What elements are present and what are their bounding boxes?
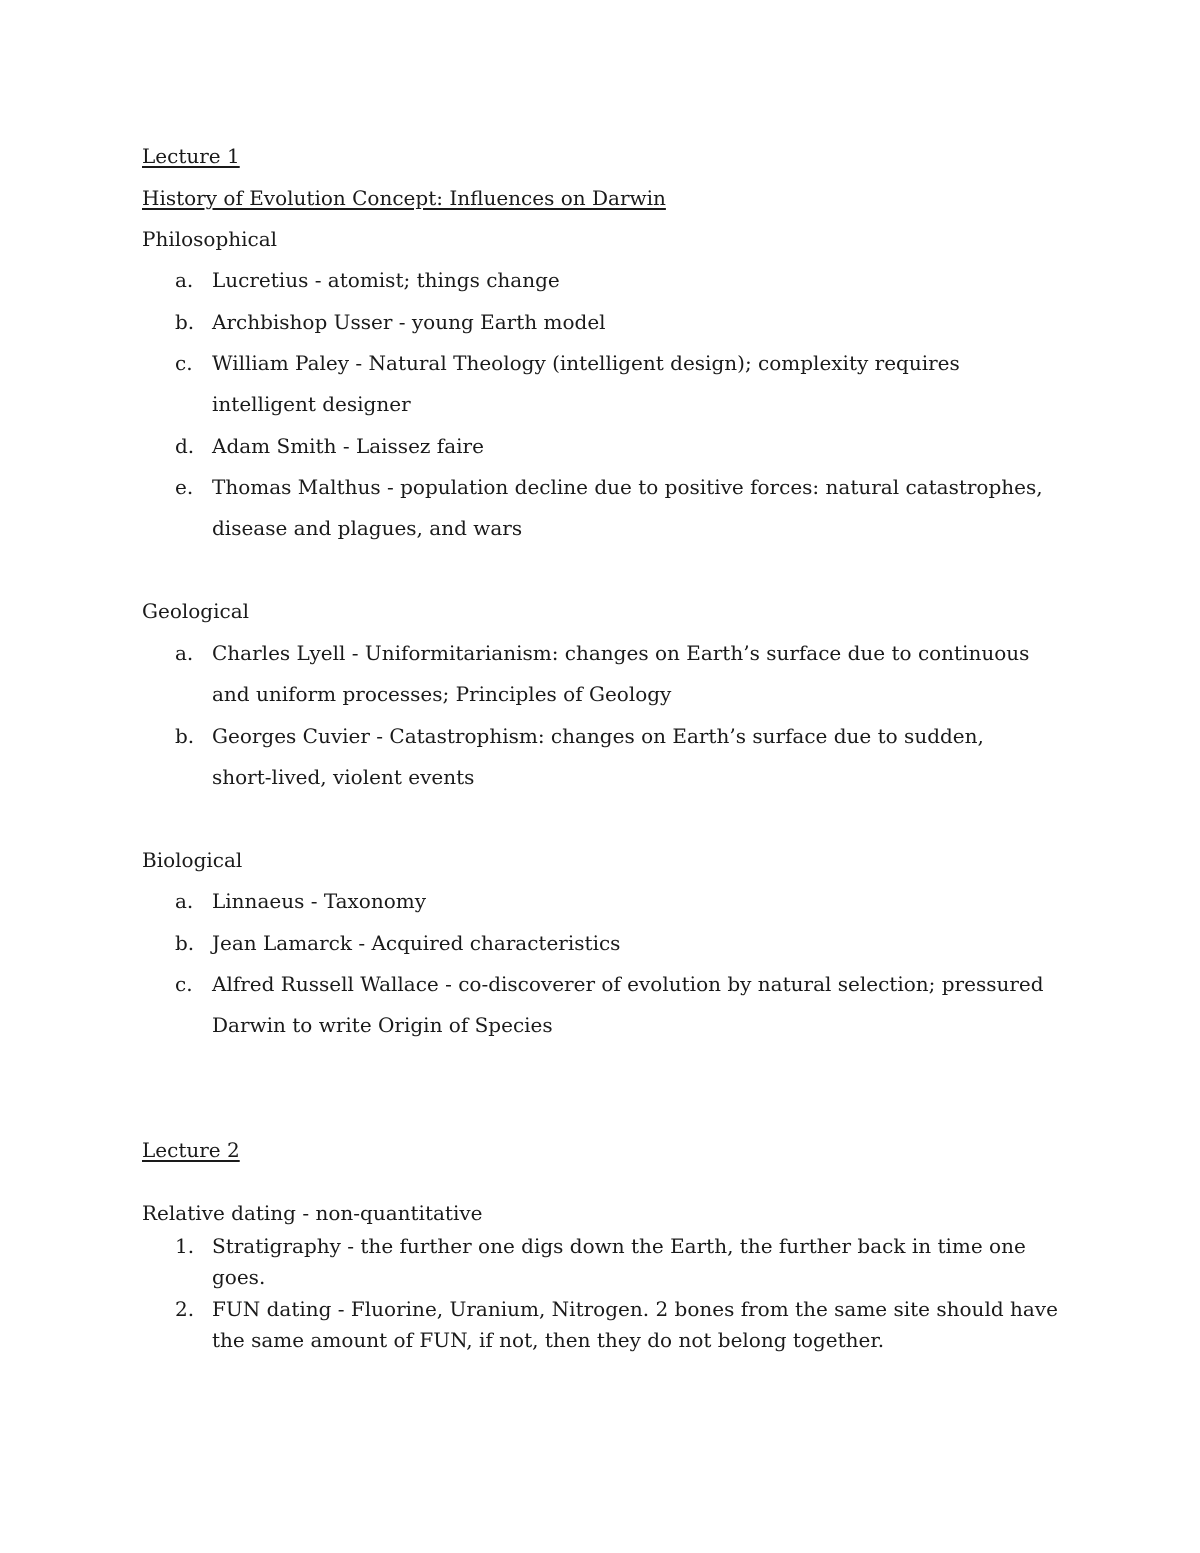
- list-item-text: and uniform processes; Principles of Geology: [212, 682, 672, 706]
- list-marker: a.: [175, 889, 194, 913]
- list-item-text: Linnaeus - Taxonomy: [212, 889, 427, 913]
- section-heading-relative-dating: Relative dating - non-quantitative: [142, 1201, 483, 1225]
- lecture-1-title: Lecture 1: [142, 144, 240, 168]
- list-marker: b.: [175, 724, 195, 748]
- list-item-text: Georges Cuvier - Catastrophism: changes on Earth’s surface due to sudden,: [212, 724, 984, 748]
- lecture-1-subtitle: History of Evolution Concept: Influences on Darwin: [142, 186, 666, 210]
- list-item-text: short-lived, violent events: [212, 765, 475, 789]
- section-heading-biological: Biological: [142, 848, 243, 872]
- list-item-text: FUN dating - Fluorine, Uranium, Nitrogen. 2 bones from the same site should have: [212, 1297, 1058, 1321]
- section-heading-geological: Geological: [142, 599, 250, 623]
- list-marker: c.: [175, 972, 193, 996]
- list-item-text: Charles Lyell - Uniformitarianism: changes on Earth’s surface due to continuous: [212, 641, 1030, 665]
- list-item-text: Alfred Russell Wallace - co-discoverer of evolution by natural selection; pressured: [212, 972, 1044, 996]
- section-heading-philosophical: Philosophical: [142, 227, 278, 251]
- list-item-text: goes.: [212, 1265, 266, 1289]
- list-marker: b.: [175, 310, 195, 334]
- list-marker: 1.: [175, 1234, 195, 1258]
- list-item-text: disease and plagues, and wars: [212, 516, 523, 540]
- list-item-text: Jean Lamarck - Acquired characteristics: [212, 931, 621, 955]
- list-item-text: Stratigraphy - the further one digs down the Earth, the further back in time one: [212, 1234, 1026, 1258]
- list-marker: 2.: [175, 1297, 195, 1321]
- list-marker: a.: [175, 268, 194, 292]
- list-item-text: William Paley - Natural Theology (intelligent design); complexity requires: [212, 351, 960, 375]
- list-item-text: Thomas Malthus - population decline due to positive forces: natural catastrophes,: [212, 475, 1043, 499]
- list-marker: b.: [175, 931, 195, 955]
- list-item-text: Archbishop Usser - young Earth model: [212, 310, 606, 334]
- list-marker: c.: [175, 351, 193, 375]
- list-marker: e.: [175, 475, 194, 499]
- list-item-text: intelligent designer: [212, 392, 411, 416]
- list-item-text: Lucretius - atomist; things change: [212, 268, 560, 292]
- lecture-2-title: Lecture 2: [142, 1138, 240, 1162]
- list-marker: a.: [175, 641, 194, 665]
- list-item-text: the same amount of FUN, if not, then they do not belong together.: [212, 1328, 885, 1352]
- list-item-text: Adam Smith - Laissez faire: [212, 434, 484, 458]
- list-item-text: Darwin to write Origin of Species: [212, 1013, 553, 1037]
- list-marker: d.: [175, 434, 195, 458]
